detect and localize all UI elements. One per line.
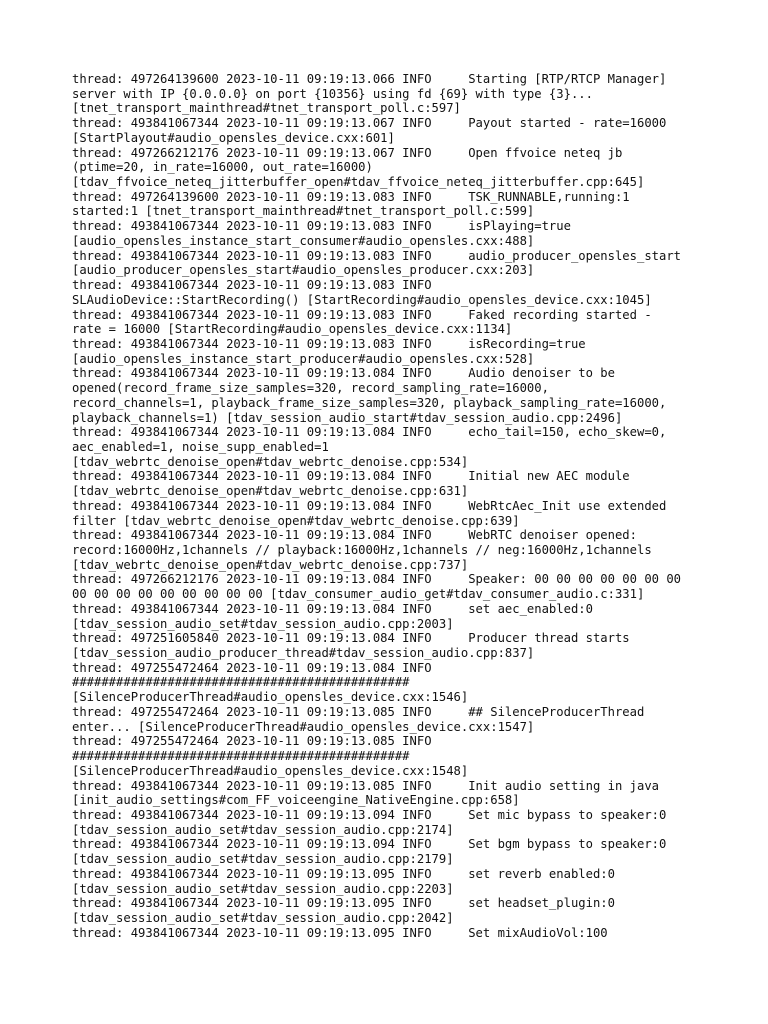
log-line: thread: 493841067344 2023-10-11 09:19:13.094 INFO Set bgm bypass to speaker:0 [72,837,667,852]
log-line: thread: 493841067344 2023-10-11 09:19:13.085 INFO Init audio setting in java [72,778,659,793]
log-line: thread: 493841067344 2023-10-11 09:19:13.084 INFO set aec_enabled:0 [72,601,593,616]
log-page [72,72,712,940]
log-line: thread: 493841067344 2023-10-11 09:19:13.084 INFO Audio denoiser to be [72,366,615,381]
log-line: [audio_opensles_instance_start_producer#audio_opensles.cxx:528] [72,351,535,366]
log-line: server with IP {0.0.0.0} on port {10356} using fd {69} with type {3}... [72,86,593,101]
log-line: thread: 493841067344 2023-10-11 09:19:13.083 INFO isPlaying=true [72,219,571,234]
log-line: filter [tdav_webrtc_denoise_open#tdav_webrtc_denoise.cpp:639] [72,513,520,528]
log-line: [tdav_webrtc_denoise_open#tdav_webrtc_denoise.cpp:737] [72,557,469,572]
log-line: thread: 493841067344 2023-10-11 09:19:13.083 INFO audio_producer_opensles_start [72,248,682,263]
log-line: thread: 493841067344 2023-10-11 09:19:13.067 INFO Payout started - rate=16000 [72,116,667,131]
log-line: thread: 497255472464 2023-10-11 09:19:13.085 INFO [72,734,432,749]
log-line: [tdav_webrtc_denoise_open#tdav_webrtc_denoise.cpp:534] [72,454,469,469]
log-line: thread: 493841067344 2023-10-11 09:19:13.083 INFO [72,278,432,293]
log-line: started:1 [tnet_transport_mainthread#tnet_transport_poll.c:599] [72,204,535,219]
log-line: [SilenceProducerThread#audio_opensles_device.cxx:1546] [72,690,469,705]
log-line: [tdav_session_audio_set#tdav_session_audio.cpp:2003] [72,616,454,631]
log-line: thread: 493841067344 2023-10-11 09:19:13.084 INFO WebRTC denoiser opened: [72,528,637,543]
log-line: [tdav_ffvoice_neteq_jitterbuffer_open#tdav_ffvoice_neteq_jitterbuffer.cpp:645] [72,175,645,190]
log-line: thread: 497255472464 2023-10-11 09:19:13.084 INFO [72,660,432,675]
log-text-block [72,72,712,940]
log-line: [StartPlayout#audio_opensles_device.cxx:601] [72,130,395,145]
log-line: [tdav_session_audio_set#tdav_session_audio.cpp:2174] [72,822,454,837]
log-line: thread: 493841067344 2023-10-11 09:19:13.095 INFO set reverb enabled:0 [72,866,615,881]
log-line: thread: 497251605840 2023-10-11 09:19:13.084 INFO Producer thread starts [72,631,630,646]
log-line: thread: 493841067344 2023-10-11 09:19:13.084 INFO WebRtcAec_Init use extended [72,498,667,513]
log-line: record:16000Hz,1channels // playback:16000Hz,1channels // neg:16000Hz,1channels [72,543,652,557]
log-line: SLAudioDevice::StartRecording() [StartRecording#audio_opensles_device.cxx:1045] [72,292,652,307]
log-line: ############################################## [72,749,410,764]
log-line: [tdav_session_audio_producer_thread#tdav_session_audio.cpp:837] [72,646,535,661]
log-line: thread: 497255472464 2023-10-11 09:19:13.085 INFO ## SilenceProducerThread [72,704,645,719]
log-line: thread: 493841067344 2023-10-11 09:19:13.095 INFO Set mixAudioVol:100 [72,925,608,940]
log-line: thread: 493841067344 2023-10-11 09:19:13.083 INFO isRecording=true [72,336,586,351]
log-line: (ptime=20, in_rate=16000, out_rate=16000) [72,160,373,175]
log-line: [audio_opensles_instance_start_consumer#audio_opensles.cxx:488] [72,233,535,248]
log-line: aec_enabled=1, noise_supp_enabled=1 [72,439,329,454]
log-line: [tdav_webrtc_denoise_open#tdav_webrtc_denoise.cpp:631] [72,484,469,499]
log-line: thread: 497264139600 2023-10-11 09:19:13.066 INFO Starting [RTP/RTCP Manager] [72,72,667,86]
log-line: thread: 493841067344 2023-10-11 09:19:13.094 INFO Set mic bypass to speaker:0 [72,807,667,822]
log-line: [tnet_transport_mainthread#tnet_transport_poll.c:597] [72,101,461,116]
log-line: [tdav_session_audio_set#tdav_session_audio.cpp:2179] [72,852,454,867]
log-line: [audio_producer_opensles_start#audio_opensles_producer.cxx:203] [72,263,535,278]
log-line: ############################################## [72,675,410,690]
log-line: [init_audio_settings#com_FF_voiceengine_NativeEngine.cpp:658] [72,793,520,808]
log-line: [SilenceProducerThread#audio_opensles_device.cxx:1548] [72,763,469,778]
log-line: thread: 497266212176 2023-10-11 09:19:13.067 INFO Open ffvoice neteq jb [72,145,623,160]
log-line: playback_channels=1) [tdav_session_audio_start#tdav_session_audio.cpp:2496] [72,410,623,425]
log-line: opened(record_frame_size_samples=320, record_sampling_rate=16000, [72,381,549,396]
log-line: 00 00 00 00 00 00 00 00 00 [tdav_consumer_audio_get#tdav_consumer_audio.c:331] [72,587,645,602]
log-line: thread: 493841067344 2023-10-11 09:19:13.084 INFO Initial new AEC module [72,469,630,484]
log-line: record_channels=1, playback_frame_size_samples=320, playback_sampling_rate=16000, [72,395,667,410]
log-line: [tdav_session_audio_set#tdav_session_audio.cpp:2203] [72,881,454,896]
log-line: thread: 493841067344 2023-10-11 09:19:13.083 INFO Faked recording started - [72,307,652,322]
log-line: thread: 497266212176 2023-10-11 09:19:13.084 INFO Speaker: 00 00 00 00 00 00 00 [72,572,682,587]
log-line: rate = 16000 [StartRecording#audio_opensles_device.cxx:1134] [72,322,513,337]
log-line: thread: 493841067344 2023-10-11 09:19:13.084 INFO echo_tail=150, echo_skew=0, [72,425,667,440]
log-line: thread: 493841067344 2023-10-11 09:19:13.095 INFO set headset_plugin:0 [72,896,615,911]
log-line: [tdav_session_audio_set#tdav_session_audio.cpp:2042] [72,910,454,925]
log-line: enter... [SilenceProducerThread#audio_opensles_device.cxx:1547] [72,719,535,734]
log-line: thread: 497264139600 2023-10-11 09:19:13.083 INFO TSK_RUNNABLE,running:1 [72,189,630,204]
